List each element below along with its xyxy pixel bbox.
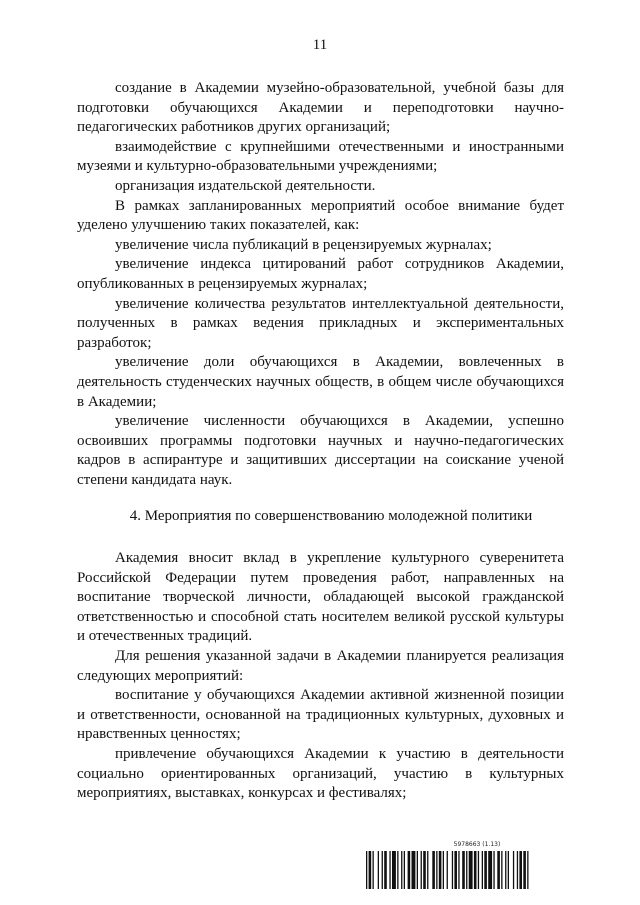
paragraph: воспитание у обучающихся Академии активной жизненной позиции и ответственности, основанной на традиционных культурных, духовных и нравственных ценностях;	[77, 687, 564, 743]
paragraph: увеличение численности обучающихся в Академии, успешно освоивших программы подготовки научных и научно-педагогических кадров в аспирантуре и защитивших диссертации на соискание ученой степени кандидата наук.	[77, 413, 564, 488]
paragraph: Для решения указанной задачи в Академии планируется реализация следующих мероприятий:	[77, 647, 564, 684]
paragraph: увеличение доли обучающихся в Академии, вовлеченных в деятельность студенческих научных обществ, в общем числе обучающихся в Академии;	[77, 354, 564, 410]
paragraph: организация издательской деятельности.	[115, 177, 376, 194]
section-heading: 4. Мероприятия по совершенствованию молодежной политики	[129, 508, 533, 524]
paragraph: увеличение количества результатов интеллектуальной деятельности, полученных в рамках ведения прикладных и экспериментальных разработок;	[77, 295, 564, 351]
paragraph: увеличение числа публикаций в рецензируемых журналах;	[115, 236, 492, 253]
paragraph: создание в Академии музейно-образовательной, учебной базы для подготовки обучающихся Академии и переподготовки научно-педагогических работников других организаций;	[77, 80, 564, 136]
paragraph: Академия вносит вклад в укрепление культурного суверенитета Российской Федерации путем проведения работ, направленных на воспитание творческой личности, обладающей высокой гражданской ответственностью и способной стать носителем великой русской культуры и отечественных традиций.	[77, 550, 564, 645]
paragraph: увеличение индекса цитирований работ сотрудников Академии, опубликованных в рецензируемых журналах;	[77, 256, 564, 292]
paragraph: взаимодействие с крупнейшими отечественными и иностранными музеями и культурно-образовательными учреждениями;	[77, 138, 564, 175]
barcode	[366, 841, 588, 891]
body-text-bottom	[77, 549, 564, 804]
barcode-caption: 5978663 (1.13)	[453, 841, 501, 848]
body-text-top	[77, 79, 564, 490]
paragraph: В рамках запланированных мероприятий особое внимание будет уделено улучшению таких показателей, как:	[77, 197, 564, 234]
paragraph: привлечение обучающихся Академии к участию в деятельности социально ориентированных организаций, участию в культурных мероприятиях, выставках, конкурсах и фестивалях;	[77, 745, 564, 802]
page-number: 11	[312, 37, 328, 53]
barcode-icon	[366, 851, 588, 889]
